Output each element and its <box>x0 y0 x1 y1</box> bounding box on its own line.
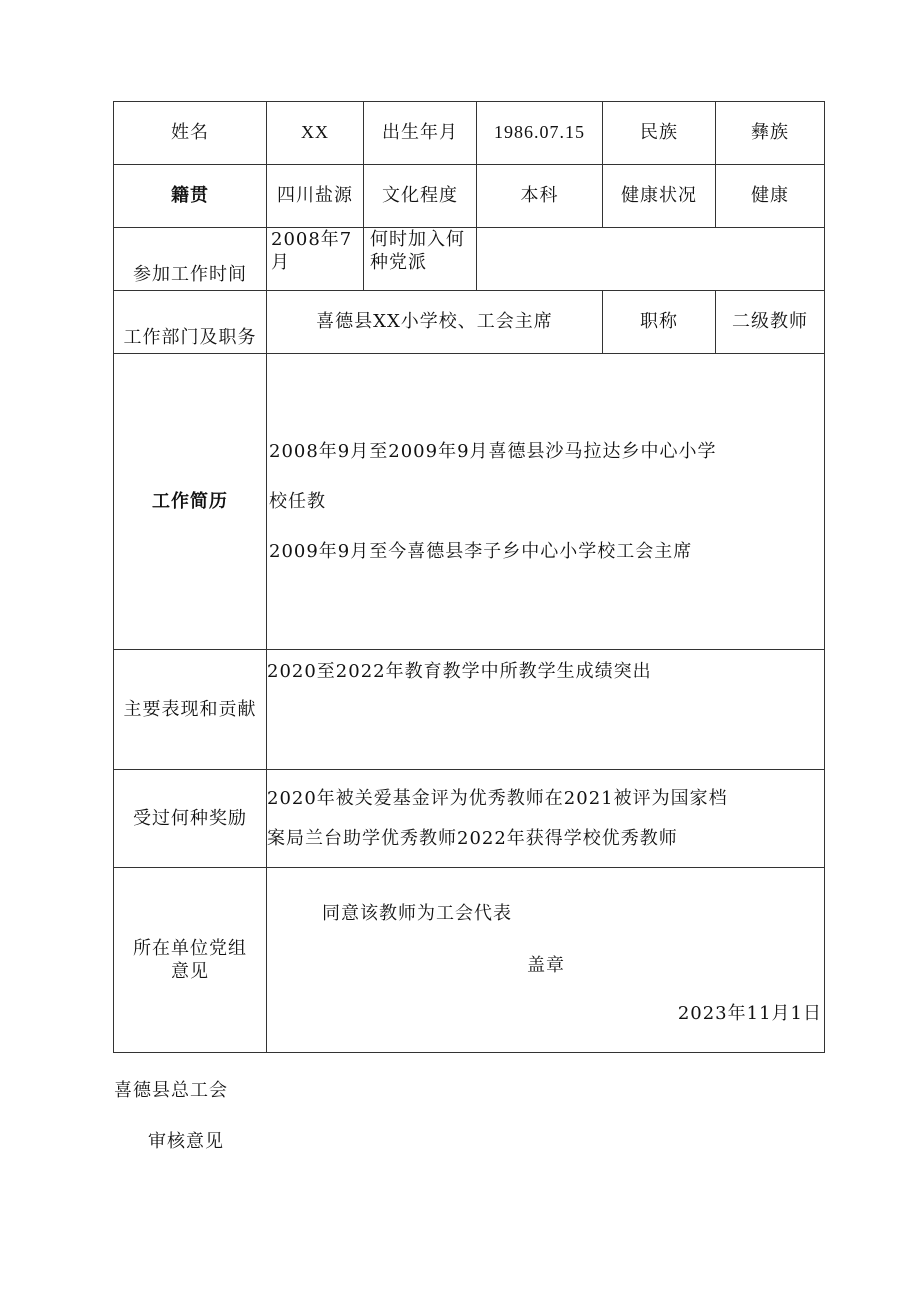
awards-label: 受过何种奖励 <box>114 770 267 868</box>
footer-org: 喜德县总工会 <box>114 1080 228 1101</box>
name-label: 姓名 <box>114 102 267 165</box>
work-start-label: 参加工作时间 <box>114 228 267 291</box>
dept-value: 喜德县XX小学校、工会主席 <box>267 291 603 354</box>
dept-label: 工作部门及职务 <box>114 291 267 354</box>
ethnicity-value: 彝族 <box>716 102 825 165</box>
opinion-date: 2023年11月1日 <box>677 1003 822 1024</box>
opinion-label: 所在单位党组意见 <box>114 868 267 1053</box>
opinion-seal: 盖章 <box>527 955 565 976</box>
footer-review: 审核意见 <box>148 1131 224 1152</box>
education-label: 文化程度 <box>364 165 477 228</box>
row-work-start <box>114 228 825 291</box>
health-label: 健康状况 <box>603 165 716 228</box>
contribution-label: 主要表现和贡献 <box>114 650 267 770</box>
party-label: 何时加入何种党派 <box>364 228 477 291</box>
birth-value: 1986.07.15 <box>477 102 603 165</box>
row-opinion <box>114 868 825 1053</box>
registration-form-table <box>113 101 825 1053</box>
education-value: 本科 <box>477 165 603 228</box>
contribution-content <box>267 650 825 770</box>
origin-value: 四川盐源 <box>267 165 364 228</box>
party-value <box>477 228 825 291</box>
resume-line: 2008年9月至2009年9月喜德县沙马拉达乡中心小学 <box>269 440 717 462</box>
row-awards <box>114 770 825 868</box>
row-department <box>114 291 825 354</box>
row-contribution <box>114 650 825 770</box>
origin-label: 籍贯 <box>114 165 267 228</box>
work-start-value: 2008年7月 <box>267 228 364 291</box>
row-origin <box>114 165 825 228</box>
resume-line: 2009年9月至今喜德县李子乡中心小学校工会主席 <box>269 540 693 562</box>
name-value: XX <box>267 102 364 165</box>
awards-content <box>267 770 825 868</box>
awards-line: 案局兰台助学优秀教师2022年获得学校优秀教师 <box>267 827 678 849</box>
ethnicity-label: 民族 <box>603 102 716 165</box>
title-label: 职称 <box>603 291 716 354</box>
resume-label: 工作简历 <box>114 354 267 650</box>
resume-content <box>267 354 825 650</box>
awards-line: 2020年被关爱基金评为优秀教师在2021被评为国家档 <box>267 787 728 809</box>
health-value: 健康 <box>716 165 825 228</box>
opinion-text: 同意该教师为工会代表 <box>322 903 512 924</box>
row-basic-info <box>114 102 825 165</box>
resume-line: 校任教 <box>269 490 326 512</box>
row-resume <box>114 354 825 650</box>
birth-label: 出生年月 <box>364 102 477 165</box>
title-value: 二级教师 <box>716 291 825 354</box>
contribution-text: 2020至2022年教育教学中所教学生成绩突出 <box>267 661 652 682</box>
opinion-content <box>267 868 825 1053</box>
